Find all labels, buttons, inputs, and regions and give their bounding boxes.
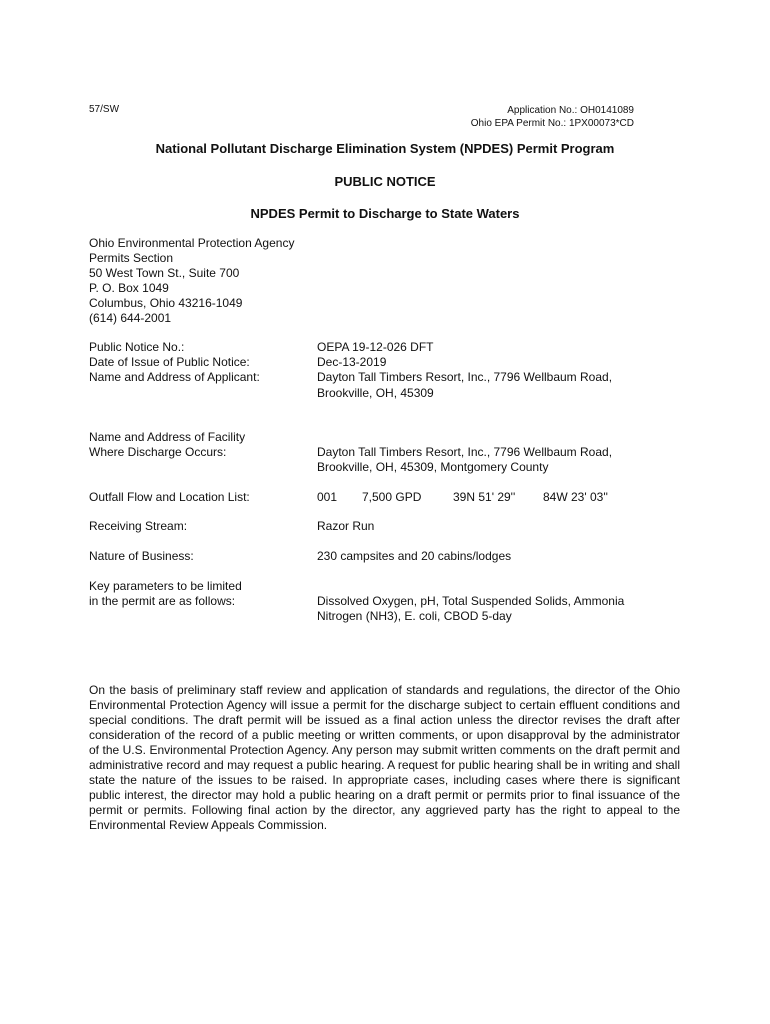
outfall-longitude: 84W 23' 03'' [543,490,608,504]
notice-number-value: OEPA 19-12-026 DFT [317,340,434,354]
facility-label-line: Name and Address of Facility [89,430,246,444]
receiving-stream-label: Receiving Stream: [89,519,188,533]
permit-title: NPDES Permit to Discharge to State Waters [250,206,520,221]
parameters-label-line: in the permit are as follows: [89,594,236,608]
permit-number: Ohio EPA Permit No.: 1PX00073*CD [470,118,634,129]
outfall-flow: 7,500 GPD [362,490,422,504]
applicant-value-line: Brookville, OH, 45309 [317,386,434,400]
agency-address-line: (614) 644-2001 [89,311,172,325]
body-paragraph: On the basis of preliminary staff review and application of standards and regulations, the director of the Ohio Environmental Protection Agency will issue a permit for the discharge subject to certain effluent conditions and special conditions. The draft permit will be issued as a final action unless the director revises the draft after consideration of the record of a public meeting or written comments, or upon disapproval by the administrator of the U.S. Environmental Protection Agency. Any person may submit written comments on the draft permit and administrative record and may request a public hearing. A request for public hearing shall be in writing and shall state the nature of the issues to be raised. In appropriate cases, including cases where there is significant public interest, the director may hold a public hearing on a draft permit or permits prior to final issuance of the permit or permits. Following final action by the director, any aggrieved party has the right to appeal to the Environmental Review Appeals Commission. [89,683,680,832]
document-code: 57/SW [89,104,120,115]
business-label: Nature of Business: [89,549,194,563]
agency-address-line: Ohio Environmental Protection Agency [89,236,295,250]
parameters-value-line: Nitrogen (NH3), E. coli, CBOD 5-day [317,609,512,623]
application-number: Application No.: OH0141089 [507,105,634,116]
facility-label-line: Where Discharge Occurs: [89,445,227,459]
program-title: National Pollutant Discharge Elimination System (NPDES) Permit Program [155,141,615,156]
issue-date-label: Date of Issue of Public Notice: [89,355,250,369]
agency-address [89,236,294,326]
outfall-latitude: 39N 51' 29'' [453,490,516,504]
business-value: 230 campsites and 20 cabins/lodges [317,549,512,563]
agency-address-line: Permits Section [89,251,174,265]
parameters-label-line: Key parameters to be limited [89,579,242,593]
outfall-label: Outfall Flow and Location List: [89,490,250,504]
agency-address-line: P. O. Box 1049 [89,281,169,295]
agency-address-line: Columbus, Ohio 43216-1049 [89,296,243,310]
facility-value-line: Dayton Tall Timbers Resort, Inc., 7796 Wellbaum Road, [317,445,613,459]
receiving-stream-value: Razor Run [317,519,375,533]
issue-date-value: Dec-13-2019 [317,355,387,369]
applicant-value-line: Dayton Tall Timbers Resort, Inc., 7796 Wellbaum Road, [317,370,613,384]
agency-address-line: 50 West Town St., Suite 700 [89,266,240,280]
applicant-label: Name and Address of Applicant: [89,370,260,384]
outfall-number: 001 [317,490,338,504]
notice-number-label: Public Notice No.: [89,340,185,354]
header-reference-block [471,104,634,130]
facility-value-line: Brookville, OH, 45309, Montgomery County [317,460,549,474]
notice-title: PUBLIC NOTICE [334,174,436,189]
parameters-value-line: Dissolved Oxygen, pH, Total Suspended Solids, Ammonia [317,594,625,608]
